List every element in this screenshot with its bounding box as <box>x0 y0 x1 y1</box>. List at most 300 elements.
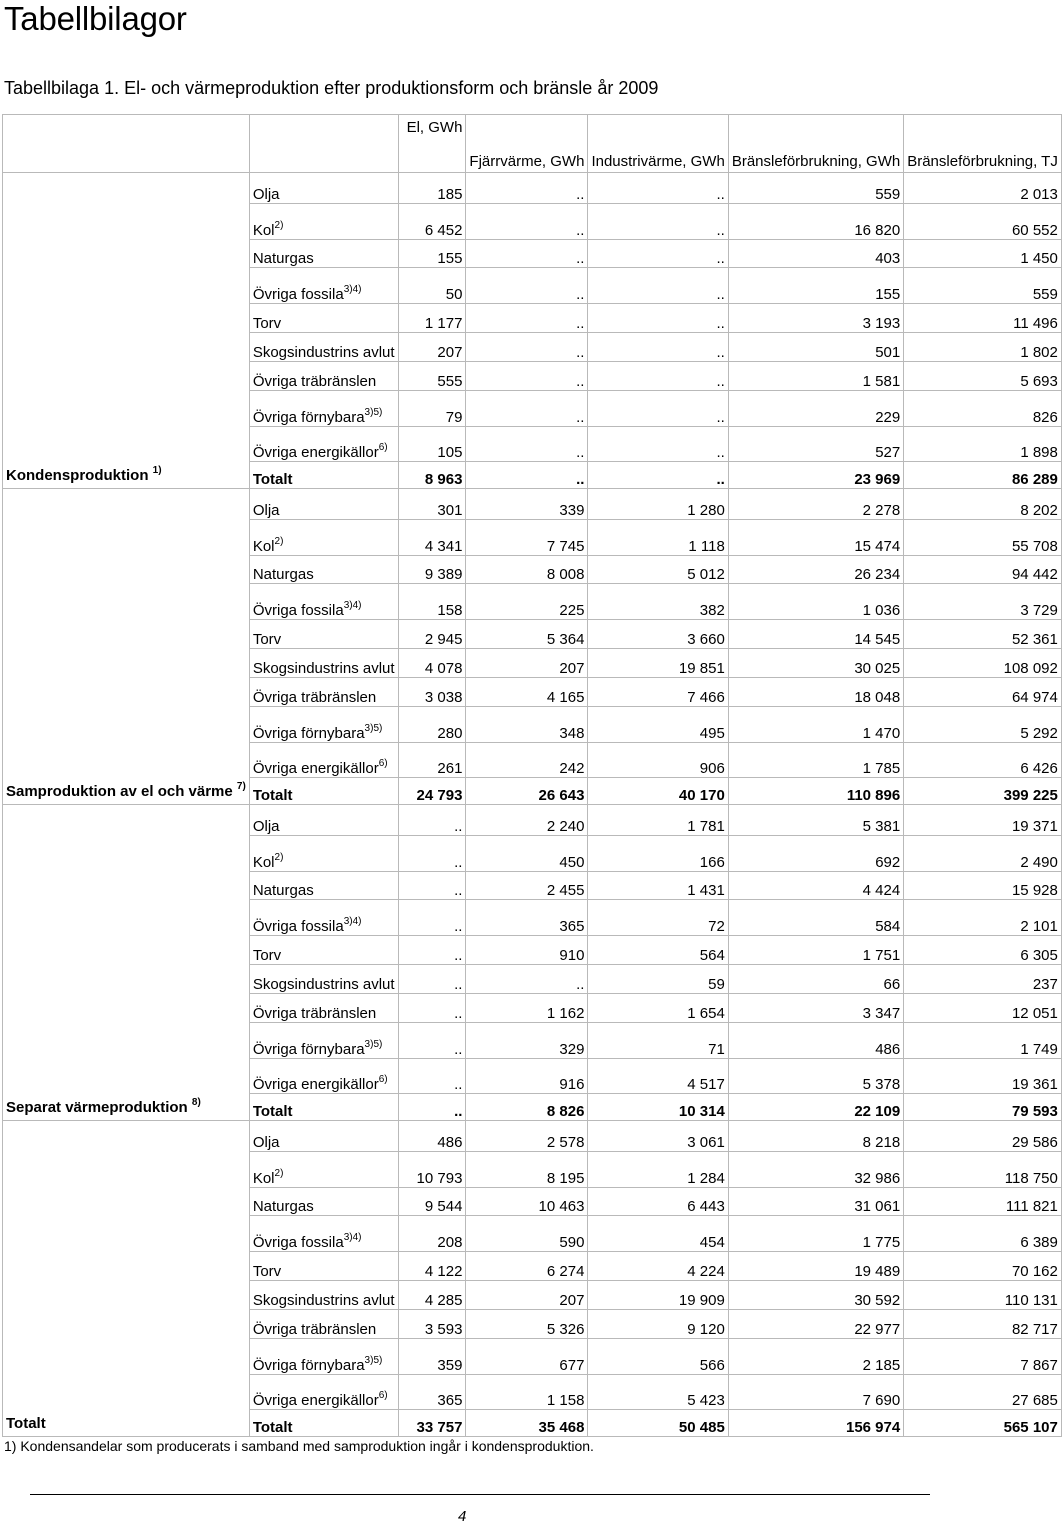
cell-fjarrvarme: 329 <box>466 1023 588 1059</box>
cell-bransle-gwh: 15 474 <box>728 520 903 556</box>
cell-industrivarme: .. <box>588 173 728 204</box>
cell-fjarrvarme: 35 468 <box>466 1410 588 1437</box>
fuel-label <box>249 556 398 584</box>
fuel-label-text: Övriga förnybara <box>252 1357 365 1374</box>
cell-bransle-gwh: 229 <box>728 391 903 427</box>
cell-fjarrvarme: 8 008 <box>466 556 588 584</box>
fuel-label-text: Skogsindustrins avlut <box>252 1292 395 1309</box>
cell-bransle-gwh: 18 048 <box>728 678 903 707</box>
group-label-samproduktion <box>3 489 250 805</box>
cell-industrivarme: 1 654 <box>588 994 728 1023</box>
cell-el: 4 285 <box>398 1281 466 1310</box>
cell-el: 33 757 <box>398 1410 466 1437</box>
fuel-label <box>249 1375 398 1410</box>
cell-el: 4 122 <box>398 1252 466 1281</box>
fuel-footnote-ref: 3)4) <box>343 284 362 295</box>
cell-industrivarme: 4 517 <box>588 1059 728 1094</box>
cell-el: .. <box>398 805 466 836</box>
group-label-text: Separat värmeproduktion <box>6 1099 188 1116</box>
cell-bransle-tj: 70 162 <box>904 1252 1062 1281</box>
cell-bransle-tj: 6 389 <box>904 1216 1062 1252</box>
cell-el: 10 793 <box>398 1152 466 1188</box>
fuel-label <box>249 836 398 872</box>
cell-industrivarme: 564 <box>588 936 728 965</box>
cell-el: 24 793 <box>398 778 466 805</box>
fuel-label-text: Kol <box>252 538 275 555</box>
fuel-footnote-ref: 2) <box>274 852 284 863</box>
fuel-label-text: Övriga träbränslen <box>252 1321 377 1338</box>
cell-fjarrvarme: .. <box>466 204 588 240</box>
cell-bransle-tj: 111 821 <box>904 1188 1062 1216</box>
fuel-label-text: Naturgas <box>252 1198 314 1215</box>
cell-el: 301 <box>398 489 466 520</box>
fuel-label-text: Torv <box>252 1263 282 1280</box>
fuel-label <box>249 649 398 678</box>
fuel-label <box>249 805 398 836</box>
cell-industrivarme: .. <box>588 304 728 333</box>
cell-bransle-tj: 8 202 <box>904 489 1062 520</box>
cell-bransle-tj: 1 802 <box>904 333 1062 362</box>
fuel-footnote-ref: 3)5) <box>364 1355 383 1366</box>
table-row <box>3 173 1062 204</box>
fuel-label-text: Övriga fossila <box>252 918 344 935</box>
cell-fjarrvarme: 2 455 <box>466 872 588 900</box>
cell-el: .. <box>398 836 466 872</box>
fuel-label-text: Skogsindustrins avlut <box>252 976 395 993</box>
fuel-label-text: Totalt <box>252 1419 293 1436</box>
table-row <box>3 489 1062 520</box>
fuel-label-text: Övriga träbränslen <box>252 689 377 706</box>
fuel-label-text: Skogsindustrins avlut <box>252 660 395 677</box>
cell-bransle-tj: 826 <box>904 391 1062 427</box>
cell-industrivarme: 72 <box>588 900 728 936</box>
fuel-label <box>249 333 398 362</box>
cell-bransle-tj: 2 101 <box>904 900 1062 936</box>
cell-fjarrvarme: .. <box>466 427 588 462</box>
cell-fjarrvarme: 6 274 <box>466 1252 588 1281</box>
cell-industrivarme: 454 <box>588 1216 728 1252</box>
cell-bransle-gwh: 22 977 <box>728 1310 903 1339</box>
fuel-footnote-ref: 3)5) <box>364 723 383 734</box>
cell-fjarrvarme: 916 <box>466 1059 588 1094</box>
cell-industrivarme: 50 485 <box>588 1410 728 1437</box>
cell-bransle-tj: 5 693 <box>904 362 1062 391</box>
cell-bransle-tj: 6 426 <box>904 743 1062 778</box>
cell-fjarrvarme: .. <box>466 304 588 333</box>
cell-industrivarme: 10 314 <box>588 1094 728 1121</box>
fuel-label <box>249 743 398 778</box>
cell-el: 2 945 <box>398 620 466 649</box>
cell-fjarrvarme: 4 165 <box>466 678 588 707</box>
column-header-bransle-gwh: Bränsleförbrukning, GWh <box>728 115 903 173</box>
fuel-label <box>249 268 398 304</box>
cell-bransle-tj: 1 450 <box>904 240 1062 268</box>
fuel-footnote-ref: 3)4) <box>343 600 362 611</box>
cell-bransle-gwh: 32 986 <box>728 1152 903 1188</box>
fuel-label <box>249 173 398 204</box>
fuel-label <box>249 778 398 805</box>
cell-industrivarme: 495 <box>588 707 728 743</box>
cell-fjarrvarme: 348 <box>466 707 588 743</box>
cell-industrivarme: 1 781 <box>588 805 728 836</box>
cell-industrivarme: 566 <box>588 1339 728 1375</box>
group-footnote-ref: 8) <box>191 1097 201 1108</box>
fuel-footnote-ref: 3)4) <box>343 916 362 927</box>
cell-fjarrvarme: 339 <box>466 489 588 520</box>
cell-industrivarme: 5 012 <box>588 556 728 584</box>
cell-bransle-tj: 3 729 <box>904 584 1062 620</box>
cell-bransle-tj: 86 289 <box>904 462 1062 489</box>
fuel-label-text: Naturgas <box>252 566 314 583</box>
cell-fjarrvarme: 26 643 <box>466 778 588 805</box>
fuel-label <box>249 678 398 707</box>
group-label-text: Kondensproduktion <box>6 467 149 484</box>
cell-fjarrvarme: 365 <box>466 900 588 936</box>
fuel-label-text: Övriga förnybara <box>252 1041 365 1058</box>
group-label-text: Totalt <box>6 1415 46 1432</box>
fuel-label <box>249 1188 398 1216</box>
cell-industrivarme: 19 851 <box>588 649 728 678</box>
fuel-label <box>249 707 398 743</box>
cell-el: 9 389 <box>398 556 466 584</box>
cell-fjarrvarme: 677 <box>466 1339 588 1375</box>
fuel-label <box>249 936 398 965</box>
cell-fjarrvarme: 2 240 <box>466 805 588 836</box>
cell-fjarrvarme: .. <box>466 333 588 362</box>
fuel-label-text: Naturgas <box>252 250 314 267</box>
cell-el: 185 <box>398 173 466 204</box>
data-table <box>2 114 1062 1437</box>
cell-fjarrvarme: .. <box>466 462 588 489</box>
fuel-label <box>249 1059 398 1094</box>
fuel-label <box>249 240 398 268</box>
fuel-label-text: Övriga fossila <box>252 602 344 619</box>
fuel-label-text: Kol <box>252 1170 275 1187</box>
fuel-label <box>249 427 398 462</box>
cell-bransle-tj: 7 867 <box>904 1339 1062 1375</box>
cell-fjarrvarme: 7 745 <box>466 520 588 556</box>
cell-industrivarme: .. <box>588 391 728 427</box>
cell-fjarrvarme: 5 326 <box>466 1310 588 1339</box>
cell-el: .. <box>398 1059 466 1094</box>
cell-bransle-gwh: 3 347 <box>728 994 903 1023</box>
header-row <box>3 115 1062 173</box>
cell-bransle-gwh: 2 278 <box>728 489 903 520</box>
cell-industrivarme: 3 061 <box>588 1121 728 1152</box>
cell-fjarrvarme: .. <box>466 268 588 304</box>
fuel-label-text: Olja <box>252 818 280 835</box>
cell-bransle-tj: 29 586 <box>904 1121 1062 1152</box>
cell-bransle-tj: 15 928 <box>904 872 1062 900</box>
fuel-footnote-ref: 2) <box>274 536 284 547</box>
cell-fjarrvarme: .. <box>466 391 588 427</box>
cell-bransle-gwh: 7 690 <box>728 1375 903 1410</box>
cell-industrivarme: 906 <box>588 743 728 778</box>
cell-bransle-gwh: 66 <box>728 965 903 994</box>
group-footnote-ref: 1) <box>152 465 162 476</box>
cell-fjarrvarme: 450 <box>466 836 588 872</box>
cell-industrivarme: .. <box>588 240 728 268</box>
page-title: Tabellbilagor <box>4 0 187 37</box>
cell-bransle-gwh: 19 489 <box>728 1252 903 1281</box>
cell-industrivarme: 1 284 <box>588 1152 728 1188</box>
cell-bransle-gwh: 2 185 <box>728 1339 903 1375</box>
fuel-label-text: Övriga förnybara <box>252 725 365 742</box>
fuel-footnote-ref: 2) <box>274 1168 284 1179</box>
page-divider <box>30 1494 930 1495</box>
cell-fjarrvarme: 207 <box>466 1281 588 1310</box>
cell-el: 50 <box>398 268 466 304</box>
page-number: 4 <box>458 1508 467 1525</box>
cell-fjarrvarme: .. <box>466 240 588 268</box>
cell-industrivarme: .. <box>588 333 728 362</box>
fuel-label <box>249 620 398 649</box>
group-footnote-ref: 7) <box>236 781 246 792</box>
cell-bransle-tj: 82 717 <box>904 1310 1062 1339</box>
cell-el: 3 593 <box>398 1310 466 1339</box>
cell-fjarrvarme: 5 364 <box>466 620 588 649</box>
cell-fjarrvarme: 2 578 <box>466 1121 588 1152</box>
cell-fjarrvarme: .. <box>466 362 588 391</box>
table-row <box>3 1121 1062 1152</box>
fuel-label <box>249 1216 398 1252</box>
fuel-label-text: Övriga träbränslen <box>252 1005 377 1022</box>
cell-fjarrvarme: 1 162 <box>466 994 588 1023</box>
cell-bransle-gwh: 5 378 <box>728 1059 903 1094</box>
cell-industrivarme: 4 224 <box>588 1252 728 1281</box>
cell-industrivarme: 1 431 <box>588 872 728 900</box>
cell-fjarrvarme: 910 <box>466 936 588 965</box>
cell-industrivarme: 6 443 <box>588 1188 728 1216</box>
fuel-label-text: Olja <box>252 502 280 519</box>
fuel-label <box>249 489 398 520</box>
cell-industrivarme: 382 <box>588 584 728 620</box>
cell-bransle-gwh: 30 592 <box>728 1281 903 1310</box>
cell-bransle-tj: 1 749 <box>904 1023 1062 1059</box>
table-row <box>3 805 1062 836</box>
cell-bransle-tj: 565 107 <box>904 1410 1062 1437</box>
cell-fjarrvarme: .. <box>466 173 588 204</box>
column-header-bransle-tj: Bränsleförbrukning, TJ <box>904 115 1062 173</box>
cell-industrivarme: .. <box>588 427 728 462</box>
cell-industrivarme: 3 660 <box>588 620 728 649</box>
fuel-label <box>249 1410 398 1437</box>
cell-industrivarme: .. <box>588 462 728 489</box>
cell-bransle-gwh: 8 218 <box>728 1121 903 1152</box>
fuel-footnote-ref: 3)5) <box>364 1039 383 1050</box>
cell-bransle-tj: 11 496 <box>904 304 1062 333</box>
cell-bransle-tj: 52 361 <box>904 620 1062 649</box>
cell-el: 4 341 <box>398 520 466 556</box>
fuel-label <box>249 1339 398 1375</box>
fuel-label <box>249 872 398 900</box>
fuel-label-text: Olja <box>252 1134 280 1151</box>
column-header-fjarrvarme: Fjärrvärme, GWh <box>466 115 588 173</box>
cell-bransle-tj: 12 051 <box>904 994 1062 1023</box>
cell-bransle-gwh: 110 896 <box>728 778 903 805</box>
fuel-label <box>249 1152 398 1188</box>
cell-industrivarme: 40 170 <box>588 778 728 805</box>
cell-bransle-tj: 6 305 <box>904 936 1062 965</box>
fuel-label-text: Skogsindustrins avlut <box>252 344 395 361</box>
fuel-label-text: Totalt <box>252 787 293 804</box>
fuel-label-text: Övriga energikällor <box>252 444 379 461</box>
cell-fjarrvarme: 8 195 <box>466 1152 588 1188</box>
group-label-text: Samproduktion av el och värme <box>6 783 233 800</box>
fuel-footnote-ref: 6) <box>378 758 388 769</box>
cell-bransle-gwh: 1 785 <box>728 743 903 778</box>
footnote: 1) Kondensandelar som producerats i samband med samproduktion ingår i kondensproduktion. <box>4 1438 594 1454</box>
cell-bransle-tj: 79 593 <box>904 1094 1062 1121</box>
cell-el: 8 963 <box>398 462 466 489</box>
fuel-label-text: Övriga träbränslen <box>252 373 377 390</box>
cell-bransle-gwh: 1 470 <box>728 707 903 743</box>
cell-industrivarme: 1 118 <box>588 520 728 556</box>
cell-fjarrvarme: 10 463 <box>466 1188 588 1216</box>
cell-el: .. <box>398 965 466 994</box>
fuel-label <box>249 1023 398 1059</box>
fuel-label <box>249 1310 398 1339</box>
cell-bransle-gwh: 1 751 <box>728 936 903 965</box>
cell-bransle-gwh: 501 <box>728 333 903 362</box>
cell-bransle-tj: 27 685 <box>904 1375 1062 1410</box>
fuel-label-text: Övriga förnybara <box>252 409 365 426</box>
cell-bransle-tj: 399 225 <box>904 778 1062 805</box>
fuel-label-text: Totalt <box>252 471 293 488</box>
cell-el: .. <box>398 1023 466 1059</box>
cell-industrivarme: 166 <box>588 836 728 872</box>
fuel-footnote-ref: 6) <box>378 1390 388 1401</box>
cell-fjarrvarme: 207 <box>466 649 588 678</box>
fuel-footnote-ref: 3)5) <box>364 407 383 418</box>
column-header-el: El, GWh <box>398 115 466 173</box>
fuel-label-text: Totalt <box>252 1103 293 1120</box>
cell-bransle-gwh: 584 <box>728 900 903 936</box>
cell-el: .. <box>398 1094 466 1121</box>
cell-fjarrvarme: 242 <box>466 743 588 778</box>
group-label-totalt <box>3 1121 250 1437</box>
fuel-label-text: Torv <box>252 947 282 964</box>
cell-bransle-tj: 118 750 <box>904 1152 1062 1188</box>
cell-fjarrvarme: 590 <box>466 1216 588 1252</box>
cell-bransle-tj: 64 974 <box>904 678 1062 707</box>
cell-bransle-gwh: 5 381 <box>728 805 903 836</box>
fuel-label-text: Naturgas <box>252 882 314 899</box>
fuel-label-text: Olja <box>252 186 280 203</box>
cell-bransle-tj: 237 <box>904 965 1062 994</box>
fuel-footnote-ref: 6) <box>378 1074 388 1085</box>
cell-el: 261 <box>398 743 466 778</box>
fuel-label-text: Torv <box>252 315 282 332</box>
cell-bransle-gwh: 16 820 <box>728 204 903 240</box>
cell-el: 1 177 <box>398 304 466 333</box>
header-blank-group <box>3 115 250 173</box>
group-label-separat-varmeproduktion <box>3 805 250 1121</box>
cell-el: 486 <box>398 1121 466 1152</box>
cell-bransle-tj: 19 361 <box>904 1059 1062 1094</box>
cell-fjarrvarme: 8 826 <box>466 1094 588 1121</box>
cell-bransle-gwh: 155 <box>728 268 903 304</box>
fuel-label-text: Övriga energikällor <box>252 760 379 777</box>
fuel-footnote-ref: 3)4) <box>343 1232 362 1243</box>
cell-bransle-gwh: 26 234 <box>728 556 903 584</box>
fuel-footnote-ref: 6) <box>378 442 388 453</box>
cell-bransle-tj: 2 490 <box>904 836 1062 872</box>
cell-industrivarme: 19 909 <box>588 1281 728 1310</box>
group-label-kondensproduktion <box>3 173 250 489</box>
fuel-label <box>249 304 398 333</box>
cell-el: 207 <box>398 333 466 362</box>
cell-fjarrvarme: .. <box>466 965 588 994</box>
cell-industrivarme: 71 <box>588 1023 728 1059</box>
fuel-label <box>249 1281 398 1310</box>
cell-el: 6 452 <box>398 204 466 240</box>
cell-bransle-tj: 94 442 <box>904 556 1062 584</box>
cell-el: 79 <box>398 391 466 427</box>
cell-bransle-tj: 559 <box>904 268 1062 304</box>
column-header-industrivarme: Industrivärme, GWh <box>588 115 728 173</box>
cell-bransle-gwh: 403 <box>728 240 903 268</box>
cell-bransle-tj: 108 092 <box>904 649 1062 678</box>
cell-el: 280 <box>398 707 466 743</box>
fuel-label <box>249 362 398 391</box>
cell-el: 555 <box>398 362 466 391</box>
cell-bransle-gwh: 23 969 <box>728 462 903 489</box>
cell-bransle-gwh: 1 036 <box>728 584 903 620</box>
cell-bransle-tj: 19 371 <box>904 805 1062 836</box>
cell-bransle-tj: 1 898 <box>904 427 1062 462</box>
fuel-label <box>249 965 398 994</box>
fuel-label <box>249 462 398 489</box>
cell-fjarrvarme: 225 <box>466 584 588 620</box>
fuel-label-text: Övriga energikällor <box>252 1392 379 1409</box>
table-body <box>3 173 1062 1437</box>
cell-industrivarme: 7 466 <box>588 678 728 707</box>
fuel-label <box>249 1252 398 1281</box>
fuel-label-text: Övriga fossila <box>252 286 344 303</box>
fuel-label-text: Övriga fossila <box>252 1234 344 1251</box>
fuel-label-text: Kol <box>252 854 275 871</box>
cell-bransle-gwh: 527 <box>728 427 903 462</box>
fuel-label-text: Övriga energikällor <box>252 1076 379 1093</box>
fuel-label <box>249 520 398 556</box>
fuel-label <box>249 391 398 427</box>
cell-industrivarme: .. <box>588 268 728 304</box>
cell-industrivarme: 5 423 <box>588 1375 728 1410</box>
cell-bransle-gwh: 486 <box>728 1023 903 1059</box>
cell-bransle-gwh: 1 775 <box>728 1216 903 1252</box>
cell-bransle-tj: 55 708 <box>904 520 1062 556</box>
cell-bransle-tj: 110 131 <box>904 1281 1062 1310</box>
cell-industrivarme: 1 280 <box>588 489 728 520</box>
cell-bransle-tj: 60 552 <box>904 204 1062 240</box>
cell-el: .. <box>398 900 466 936</box>
cell-el: .. <box>398 936 466 965</box>
header-blank-fuel <box>249 115 398 173</box>
fuel-label-text: Torv <box>252 631 282 648</box>
table-caption: Tabellbilaga 1. El- och värmeproduktion efter produktionsform och bränsle år 2009 <box>4 78 659 98</box>
cell-bransle-gwh: 22 109 <box>728 1094 903 1121</box>
cell-el: .. <box>398 872 466 900</box>
cell-bransle-gwh: 156 974 <box>728 1410 903 1437</box>
cell-bransle-gwh: 4 424 <box>728 872 903 900</box>
cell-el: 9 544 <box>398 1188 466 1216</box>
cell-industrivarme: .. <box>588 362 728 391</box>
cell-el: 105 <box>398 427 466 462</box>
cell-bransle-gwh: 14 545 <box>728 620 903 649</box>
cell-bransle-gwh: 1 581 <box>728 362 903 391</box>
fuel-label <box>249 900 398 936</box>
